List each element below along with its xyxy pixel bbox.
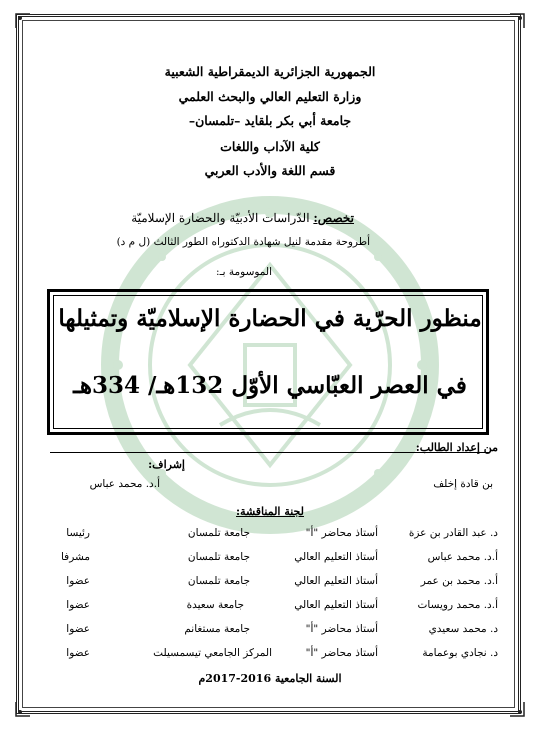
- university-line: جامعة أبي بكر بلقايد –تلمسان–: [188, 113, 352, 128]
- member-role: رئيسا: [66, 527, 90, 539]
- supervisor-name: أ.د. محمد عباس: [89, 478, 160, 490]
- committee-label: لجنة المناقشة:: [236, 505, 304, 518]
- supervision-label: إشراف:: [148, 458, 185, 471]
- member-institution: جامعة تلمسان: [187, 551, 250, 563]
- member-rank: أستاذ محاضر "أ": [305, 623, 378, 635]
- member-name: أ.د. محمد رويسات: [417, 599, 498, 611]
- thesis-title-line-2: في العصر العبّاسي الأوّل 132هـ/ 334هـ: [73, 372, 467, 399]
- thesis-note: أطروحة مقدمة لنيل شهادة الدكتوراه الطور الثالث (ل م د): [116, 236, 370, 248]
- corner-ornament-icon: [508, 700, 526, 718]
- member-rank: أستاذ محاضر "أ": [305, 647, 378, 659]
- corner-ornament-icon: [14, 12, 32, 30]
- member-role: عضوا: [66, 623, 90, 635]
- member-rank: أستاذ التعليم العالي: [294, 599, 378, 611]
- member-role: مشرفا: [60, 551, 90, 563]
- academic-year: السنة الجامعية 2016-2017م: [198, 672, 342, 685]
- member-name: د. محمد سعيدي: [428, 623, 498, 635]
- member-rank: أستاذ محاضر "أ": [305, 527, 378, 539]
- ministry-line: وزارة التعليم العالي والبحث العلمي: [178, 89, 362, 104]
- member-role: عضوا: [66, 647, 90, 659]
- member-institution: جامعة تلمسان: [187, 575, 250, 587]
- member-name: أ.د. محمد بن عمر: [420, 575, 498, 587]
- corner-ornament-icon: [508, 12, 526, 30]
- member-institution: جامعة مستغانم: [184, 623, 250, 635]
- member-role: عضوا: [66, 599, 90, 611]
- corner-ornament-icon: [14, 700, 32, 718]
- specialty-label: تخصص:: [313, 211, 354, 225]
- thesis-title-line-1: منظور الحرّية في الحضارة الإسلاميّة وتمثيلها: [58, 305, 482, 332]
- member-role: عضوا: [66, 575, 90, 587]
- member-institution: جامعة تلمسان: [187, 527, 250, 539]
- member-name: د. عبد القادر بن عزة: [408, 527, 498, 539]
- member-name: د. نجادي بوعمامة: [422, 647, 498, 659]
- member-name: أ.د. محمد عباس: [427, 551, 498, 563]
- specialty-value: الدّراسات الأدبيّة والحضارة الإسلاميّة: [131, 211, 310, 225]
- faculty-line: كلية الآداب واللغات: [220, 139, 320, 154]
- department-line: قسم اللغة والأدب العربي: [204, 163, 336, 178]
- prepared-by-label: من إعداد الطالب:: [415, 441, 498, 454]
- student-name: بن قادة إخلف: [433, 478, 493, 490]
- member-institution: جامعة سعيدة: [186, 599, 244, 611]
- member-rank: أستاذ التعليم العالي: [294, 575, 378, 587]
- specialty: [131, 211, 354, 225]
- member-rank: أستاذ التعليم العالي: [294, 551, 378, 563]
- titled-label: الموسومة بـ:: [216, 266, 272, 278]
- republic-line: الجمهورية الجزائرية الديمقراطية الشعبية: [164, 64, 376, 79]
- member-institution: المركز الجامعي تيسمسيلت: [153, 647, 272, 659]
